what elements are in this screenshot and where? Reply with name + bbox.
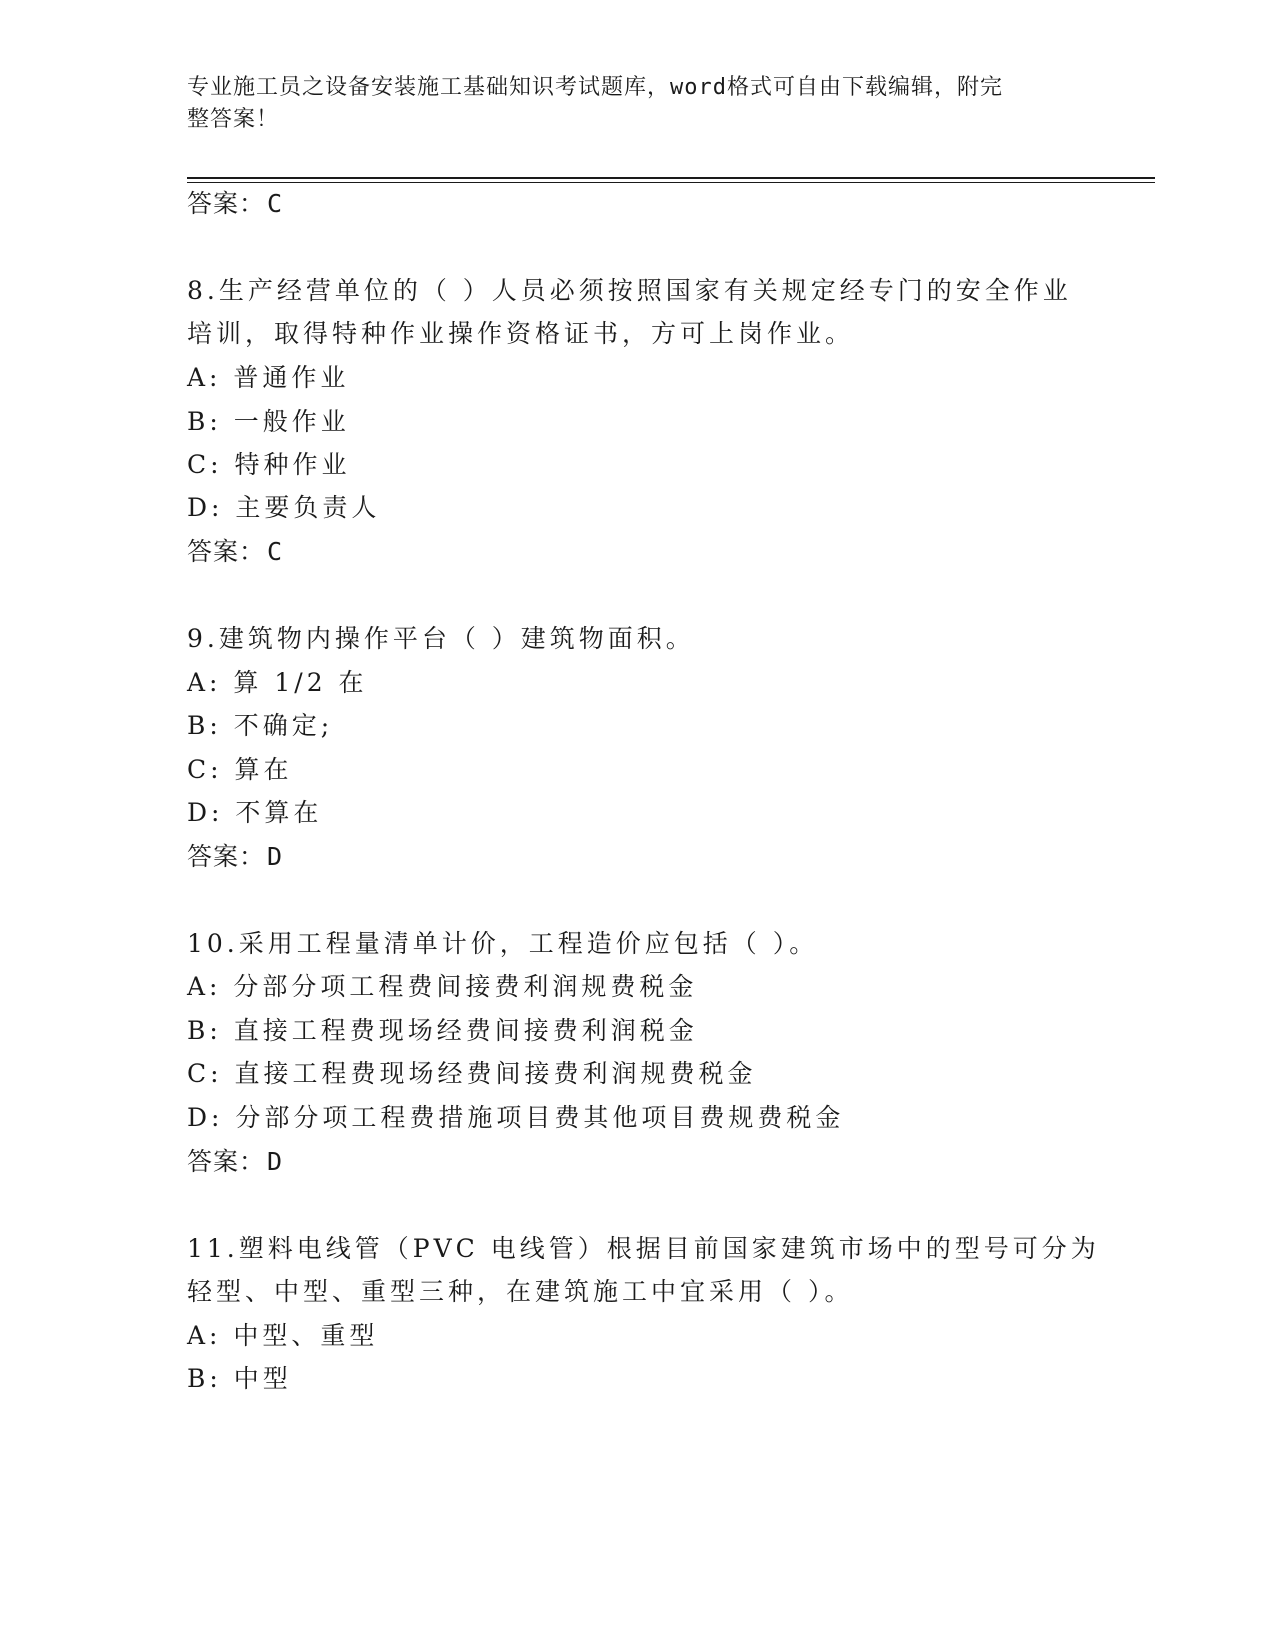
option-a: A: 分部分项工程费间接费利润规费税金 [187,972,698,1001]
option-b: B: 中型 [187,1364,292,1393]
header-line-1: 专业施工员之设备安装施工基础知识考试题库，word格式可自由下载编辑，附完 [187,75,1003,100]
answer-line [187,1146,283,1178]
option-d: D: 不算在 [187,798,323,827]
question-number: 8. [187,276,219,305]
option-d: D: 分部分项工程费措施项目费其他项目费规费税金 [187,1103,845,1132]
header-divider-thin [187,182,1155,183]
option-c: C: 直接工程费现场经费间接费利润规费税金 [187,1059,757,1088]
question-10-line-1 [187,928,818,960]
answer-value: C [267,537,284,566]
answer-line [187,536,283,568]
option-a: A: 中型、重型 [187,1321,379,1350]
question-11-line-2: 轻型、中型、重型三种，在建筑施工中宜采用（ ）。 [187,1277,854,1306]
option-d: D: 主要负责人 [187,493,381,522]
answer-value: C [267,189,284,218]
option-b: B: 一般作业 [187,407,350,436]
answer-line [187,841,283,873]
answer-value: D [267,1147,284,1176]
question-text: 建筑物内操作平台（ ）建筑物面积。 [218,624,695,653]
answer-line [187,188,283,220]
answer-label: 答案： [187,537,266,566]
option-c: C: 特种作业 [187,450,351,479]
question-number: 9. [187,624,219,653]
option-b: B: 直接工程费现场经费间接费利润税金 [187,1016,698,1045]
question-number: 11. [187,1234,239,1263]
document-header [187,72,1067,136]
option-b: B: 不确定; [187,711,334,740]
question-9-line-1 [187,623,695,655]
answer-label: 答案： [187,1147,266,1176]
answer-value: D [267,842,284,871]
header-line-2: 整答案！ [187,107,280,132]
answer-label: 答案： [187,842,266,871]
answer-label: 答案： [187,189,266,218]
question-8-line-1 [187,275,1072,307]
question-text: 采用工程量清单计价，工程造价应包括（ ）。 [238,929,819,958]
header-divider-thick [187,177,1155,179]
option-a: A: 算 1/2 在 [187,668,368,697]
question-11-line-1 [187,1233,1100,1265]
question-text: 生产经营单位的（ ）人员必须按照国家有关规定经专门的安全作业 [218,276,1072,305]
question-text: 塑料电线管（PVC 电线管）根据目前国家建筑市场中的型号可分为 [238,1234,1100,1263]
question-number: 10. [187,929,239,958]
option-a: A: 普通作业 [187,363,350,392]
question-8-line-2: 培训，取得特种作业操作资格证书，方可上岗作业。 [187,319,855,348]
option-c: C: 算在 [187,755,293,784]
